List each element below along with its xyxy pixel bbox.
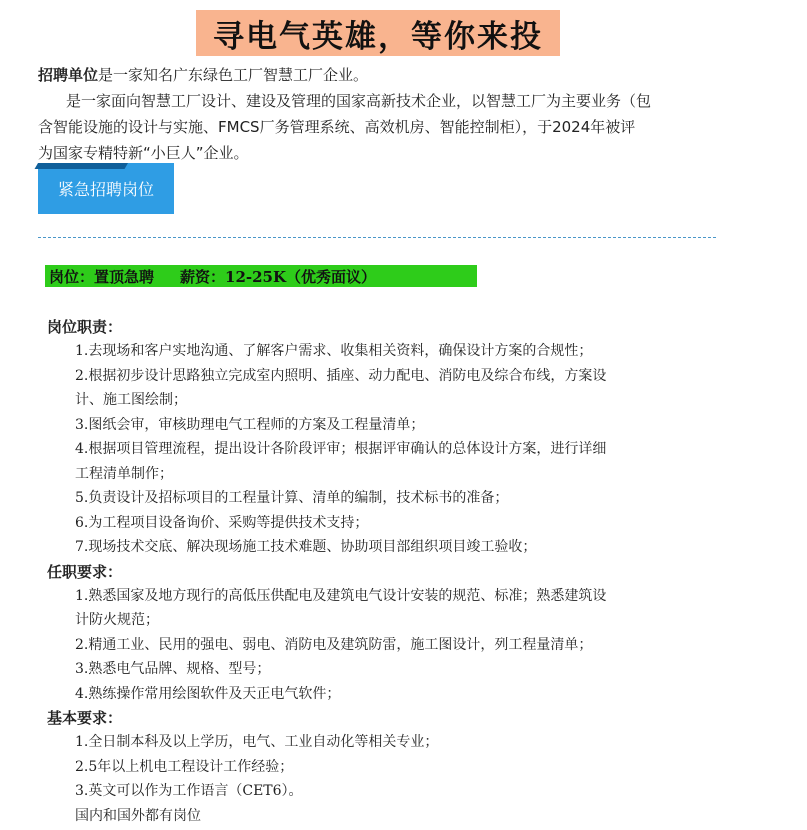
company-text: 是一家知名广东绿色工厂智慧工厂企业。: [98, 66, 369, 84]
item-text: 3.英文可以作为工作语言（CET6）。: [75, 783, 303, 799]
description-line-1: 是一家面向智慧工厂设计、建设及管理的国家高新技术企业，以智慧工厂为主要业务（包: [66, 92, 652, 110]
job-title-bar: [45, 265, 477, 287]
list-item: [47, 437, 727, 486]
item-text: 1.熟悉国家及地方现行的高低压供配电及建筑电气设计安装的规范、标准；熟悉建筑设: [75, 587, 607, 604]
company-description: [38, 88, 728, 114]
item-text: 4.熟练操作常用绘图软件及天正电气软件；: [75, 685, 341, 702]
list-item: [47, 633, 727, 658]
requirements-heading: 任职要求：: [47, 562, 123, 581]
item-text: 2.根据初步设计思路独立完成室内照明、插座、动力配电、消防电及综合布线，方案设: [75, 367, 607, 384]
list-item: [47, 730, 727, 755]
list-item: [47, 413, 727, 438]
list-item: [47, 339, 727, 364]
company-label: 招聘单位: [38, 66, 99, 84]
company-line: [38, 62, 728, 88]
banner-title: 寻电气英雄，等你来投: [213, 18, 543, 55]
item-text: 国内和国外都有岗位: [75, 807, 201, 824]
item-text: 6.为工程项目设备询价、采购等提供技术支持；: [75, 514, 369, 531]
list-item: [47, 584, 727, 633]
decorative-stripe: [35, 163, 128, 169]
item-text: 2.5年以上机电工程设计工作经验；: [75, 758, 294, 775]
list-item: [47, 657, 727, 682]
item-text-cont: 计、施工图绘制；: [75, 392, 187, 408]
duties-heading: 岗位职责：: [47, 318, 123, 336]
description-line-2: 含智能设施的设计与实施、FMCS厂务管理系统、高效机房、智能控制柜），于2024年被评: [38, 118, 636, 136]
list-item: [47, 511, 727, 536]
section-divider: [38, 237, 716, 238]
urgent-section: [38, 163, 174, 214]
item-text-cont: 工程清单制作；: [75, 465, 173, 482]
item-text: 2.精通工业、民用的强电、弱电、消防电及建筑防雷，施工图设计，列工程量清单；: [75, 636, 593, 653]
item-text: 7.现场技术交底、解决现场施工技术难题、协助项目部组织项目竣工验收；: [75, 539, 537, 555]
item-text: 3.图纸会审，审核助理电气工程师的方案及工程量清单；: [75, 416, 425, 433]
item-text-cont: 计防火规范；: [75, 612, 159, 628]
item-text: 1.全日制本科及以上学历，电气、工业自动化等相关专业；: [75, 734, 439, 750]
list-item: [47, 682, 727, 707]
job-details: [47, 315, 727, 828]
item-text: 1.去现场和客户实地沟通、了解客户需求、收集相关资料，确保设计方案的合规性；: [75, 343, 593, 359]
item-text: 3.熟悉电气品牌、规格、型号；: [75, 661, 271, 677]
item-text: 5.负责设计及招标项目的工程量计算、清单的编制，技术标书的准备；: [75, 490, 509, 506]
item-text: 4.根据项目管理流程，提出设计各阶段评审；根据评审确认的总体设计方案，进行详细: [75, 441, 607, 457]
urgent-hiring-button[interactable]: [38, 163, 174, 214]
job-position: 岗位：置顶急聘: [49, 267, 155, 286]
basic-heading: 基本要求：: [47, 709, 123, 727]
list-item: [47, 804, 727, 829]
list-item: [47, 535, 727, 560]
job-salary: 薪资：12-25K（优秀面议）: [180, 267, 377, 286]
list-item: [47, 779, 727, 804]
company-intro: [38, 62, 728, 166]
list-item: [47, 486, 727, 511]
description-line-2-wrap: [38, 114, 728, 140]
description-line-3: 为国家专精特新“小巨人”企业。: [38, 144, 249, 162]
list-item: [47, 755, 727, 780]
urgent-hiring-label: 紧急招聘岗位: [57, 180, 154, 199]
list-item: [47, 364, 727, 413]
page-banner: [196, 10, 560, 56]
